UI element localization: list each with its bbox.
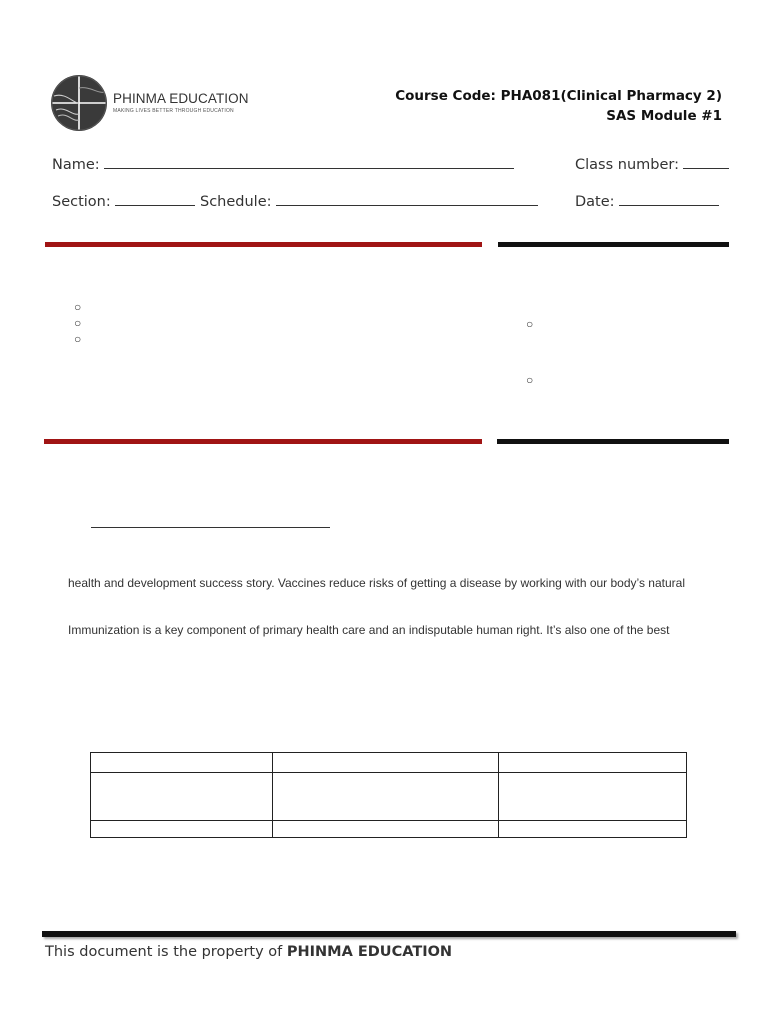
section-label: Section: [52, 194, 111, 210]
date-label: Date: [575, 194, 615, 210]
class-number-field [575, 154, 729, 173]
logo-name: PHINMA EDUCATION [113, 91, 249, 106]
logo-tagline: MAKING LIVES BETTER THROUGH EDUCATION [113, 108, 234, 114]
table-cell [91, 821, 273, 838]
module-title: SAS Module #1 [606, 108, 722, 124]
black-divider-bottom [497, 439, 729, 444]
red-divider-top [45, 242, 482, 247]
schedule-blank[interactable] [276, 191, 538, 206]
phinma-globe-icon [50, 74, 108, 132]
footer-divider [42, 931, 736, 937]
bullet-left-1: ○ [74, 300, 82, 314]
heading-underline [91, 527, 330, 528]
black-divider-top [498, 242, 729, 247]
footer-owner: PHINMA EDUCATION [286, 944, 453, 960]
footer-text [45, 944, 452, 960]
bullet-left-3: ○ [74, 332, 82, 346]
schedule-field [200, 191, 538, 210]
bullet-left-2: ○ [74, 316, 82, 330]
section-blank[interactable] [115, 191, 195, 206]
table-cell [273, 753, 499, 773]
table-cell [91, 773, 273, 821]
body-line-1: health and development success story. Vaccines reduce risks of getting a disease by working with our body’s natural [68, 576, 685, 590]
name-blank[interactable] [104, 154, 514, 169]
course-info [395, 86, 722, 126]
table-cell [499, 753, 687, 773]
table-cell [91, 753, 273, 773]
table-cell [273, 821, 499, 838]
table-cell [499, 773, 687, 821]
schedule-label: Schedule: [200, 194, 272, 210]
name-field [52, 154, 514, 173]
footer-prefix: This document is the property of [45, 944, 287, 960]
section-field [52, 191, 195, 210]
phinma-logo [50, 74, 250, 134]
red-divider-bottom [44, 439, 482, 444]
table-row [91, 753, 687, 773]
body-line-2: Immunization is a key component of primary health care and an indisputable human right. It’s also one of the best [68, 623, 670, 637]
bullet-right-1: ○ [526, 317, 534, 331]
bullet-right-2: ○ [526, 373, 534, 387]
name-label: Name: [52, 157, 100, 173]
table-cell [273, 773, 499, 821]
course-code: Course Code: PHA081(Clinical Pharmacy 2) [395, 88, 722, 104]
date-field [575, 191, 719, 210]
class-number-label: Class number: [575, 157, 679, 173]
table-row [91, 773, 687, 821]
date-blank[interactable] [619, 191, 719, 206]
empty-table [90, 752, 687, 838]
class-number-blank[interactable] [683, 154, 729, 169]
table-cell [499, 821, 687, 838]
table-row [91, 821, 687, 838]
